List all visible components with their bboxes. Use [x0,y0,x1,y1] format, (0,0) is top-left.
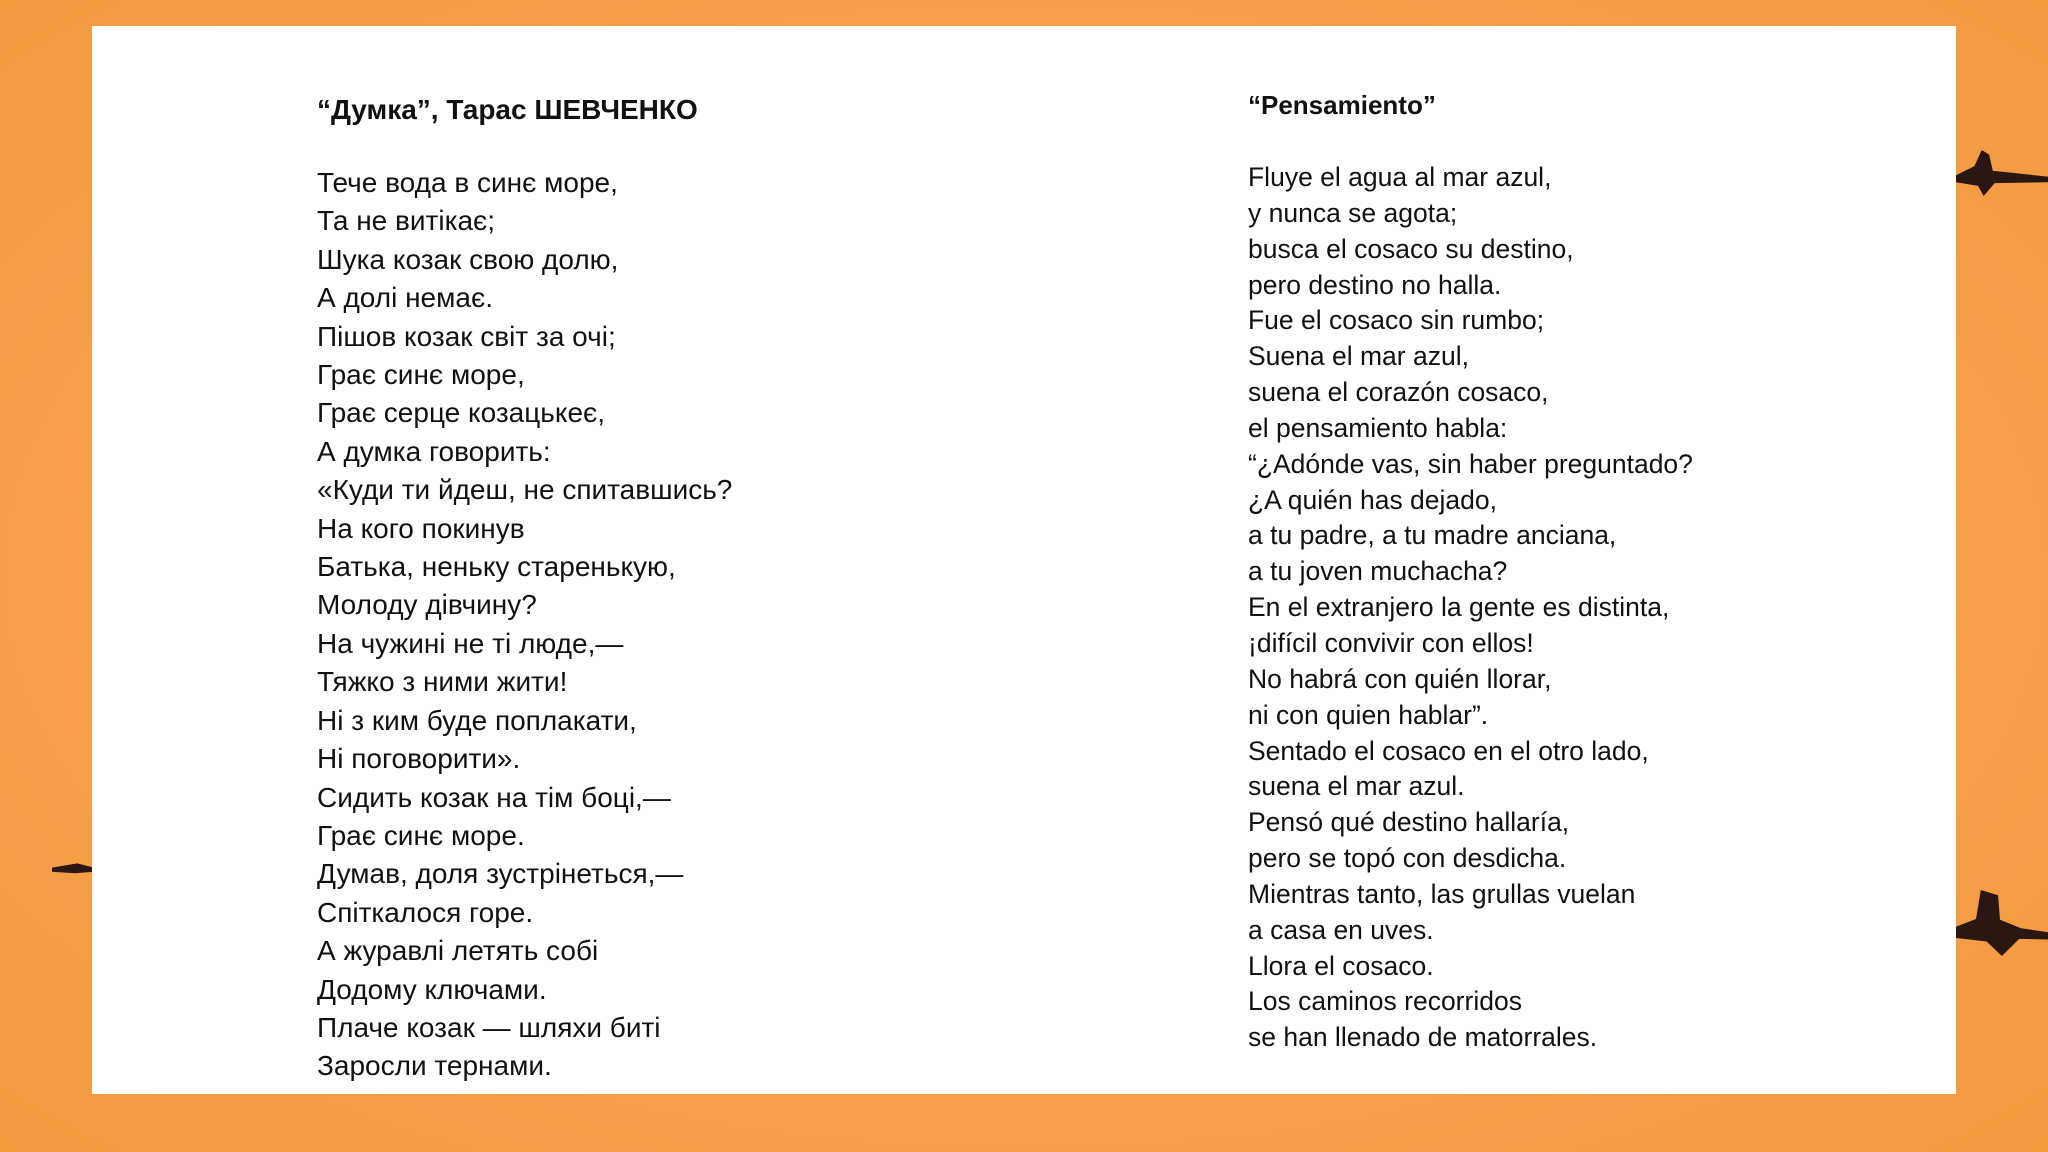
spanish-poem-line: a casa en uves. [1248,914,1434,945]
ukrainian-poem-line: На чужині не ті люде,— [317,627,624,659]
ukrainian-poem-line: Спіткалося горе. [317,896,534,928]
ukrainian-poem-line: А журавлі летять собі [317,935,599,967]
ukrainian-poem-line: А долі немає. [317,282,494,314]
ukrainian-poem [317,90,1077,1086]
spanish-poem-title: “Pensamiento” [1248,90,1436,120]
spanish-poem-line: Fue el cosaco sin rumbo; [1248,305,1545,336]
ukrainian-poem-line: Пішов козак світ за очі; [317,320,616,352]
ukrainian-poem-line: «Куди ти йдеш, не спитавшись? [317,474,733,506]
spanish-poem-line: Suena el mar azul, [1248,341,1469,372]
spanish-poem-line: Llora el cosaco. [1248,950,1434,981]
spanish-poem-line: ¿A quién has dejado, [1248,484,1497,515]
spanish-poem-line: el pensamiento habla: [1248,412,1508,443]
spanish-poem-lines [1248,160,1888,1056]
spanish-poem-line: a tu padre, a tu madre anciana, [1248,520,1617,551]
ukrainian-poem-line: Ні з ким буде поплакати, [317,704,637,736]
spanish-poem-line: Mientras tanto, las grullas vuelan [1248,878,1636,909]
spanish-poem-line: No habrá con quién llorar, [1248,663,1552,694]
ukrainian-poem-line: Грає синє море, [317,359,525,391]
spanish-poem-line: Fluye el agua al mar azul, [1248,162,1552,192]
spanish-poem-line: En el extranjero la gente es distinta, [1248,592,1670,623]
ukrainian-poem-line: Плаче козак — шляхи биті [317,1011,661,1043]
ukrainian-poem-line: На кого покинув [317,512,525,544]
spanish-poem-line: ¡difícil convivir con ellos! [1248,627,1534,658]
spanish-poem-line: y nunca se agota; [1248,197,1458,228]
slide-content [92,26,1956,1094]
spanish-poem-line: se han llenado de matorrales. [1248,1022,1598,1053]
ukrainian-poem-line: Батька, неньку старенькую, [317,551,676,583]
ukrainian-poem-line: Заросли тернами. [317,1050,552,1082]
spanish-poem-line: a tu joven muchacha? [1248,556,1508,587]
spanish-poem-line: Sentado el cosaco en el otro lado, [1248,735,1649,766]
spanish-poem-line: suena el mar azul. [1248,771,1465,802]
spanish-poem-line: “¿Adónde vas, sin haber preguntado? [1248,448,1693,479]
ukrainian-poem-line: Ні поговорити». [317,743,521,775]
ukrainian-poem-line: Та не витікає; [317,205,496,237]
ukrainian-poem-line: Молоду дівчину? [317,589,537,621]
ukrainian-poem-line: Додому ключами. [317,973,547,1005]
spanish-poem-line: ni con quien hablar”. [1248,699,1489,730]
ukrainian-poem-line: Думав, доля зустрінеться,— [317,858,684,890]
ukrainian-poem-line: Шука козак свою долю, [317,243,619,275]
ukrainian-poem-line: А думка говорить: [317,435,551,467]
spanish-poem [1248,87,1888,1056]
ukrainian-poem-line: Тяжко з ними жити! [317,666,568,698]
ukrainian-poem-line: Тече вода в синє море, [317,167,618,198]
spanish-poem-line: Los caminos recorridos [1248,986,1522,1017]
ukrainian-poem-title: “Думка”, Тарас ШЕВЧЕНКО [317,94,698,125]
ukrainian-poem-lines [317,164,1077,1086]
ukrainian-poem-line: Грає синє море. [317,819,525,851]
ukrainian-poem-line: Сидить козак на тім боці,— [317,781,671,813]
ukrainian-poem-line: Грає серце козацькеє, [317,397,606,429]
spanish-poem-line: pero se topó con desdicha. [1248,843,1567,874]
spanish-poem-line: pero destino no halla. [1248,269,1502,300]
spanish-poem-line: busca el cosaco su destino, [1248,233,1574,264]
spanish-poem-line: suena el corazón cosaco, [1248,377,1549,408]
spanish-poem-line: Pensó qué destino hallaría, [1248,807,1570,838]
